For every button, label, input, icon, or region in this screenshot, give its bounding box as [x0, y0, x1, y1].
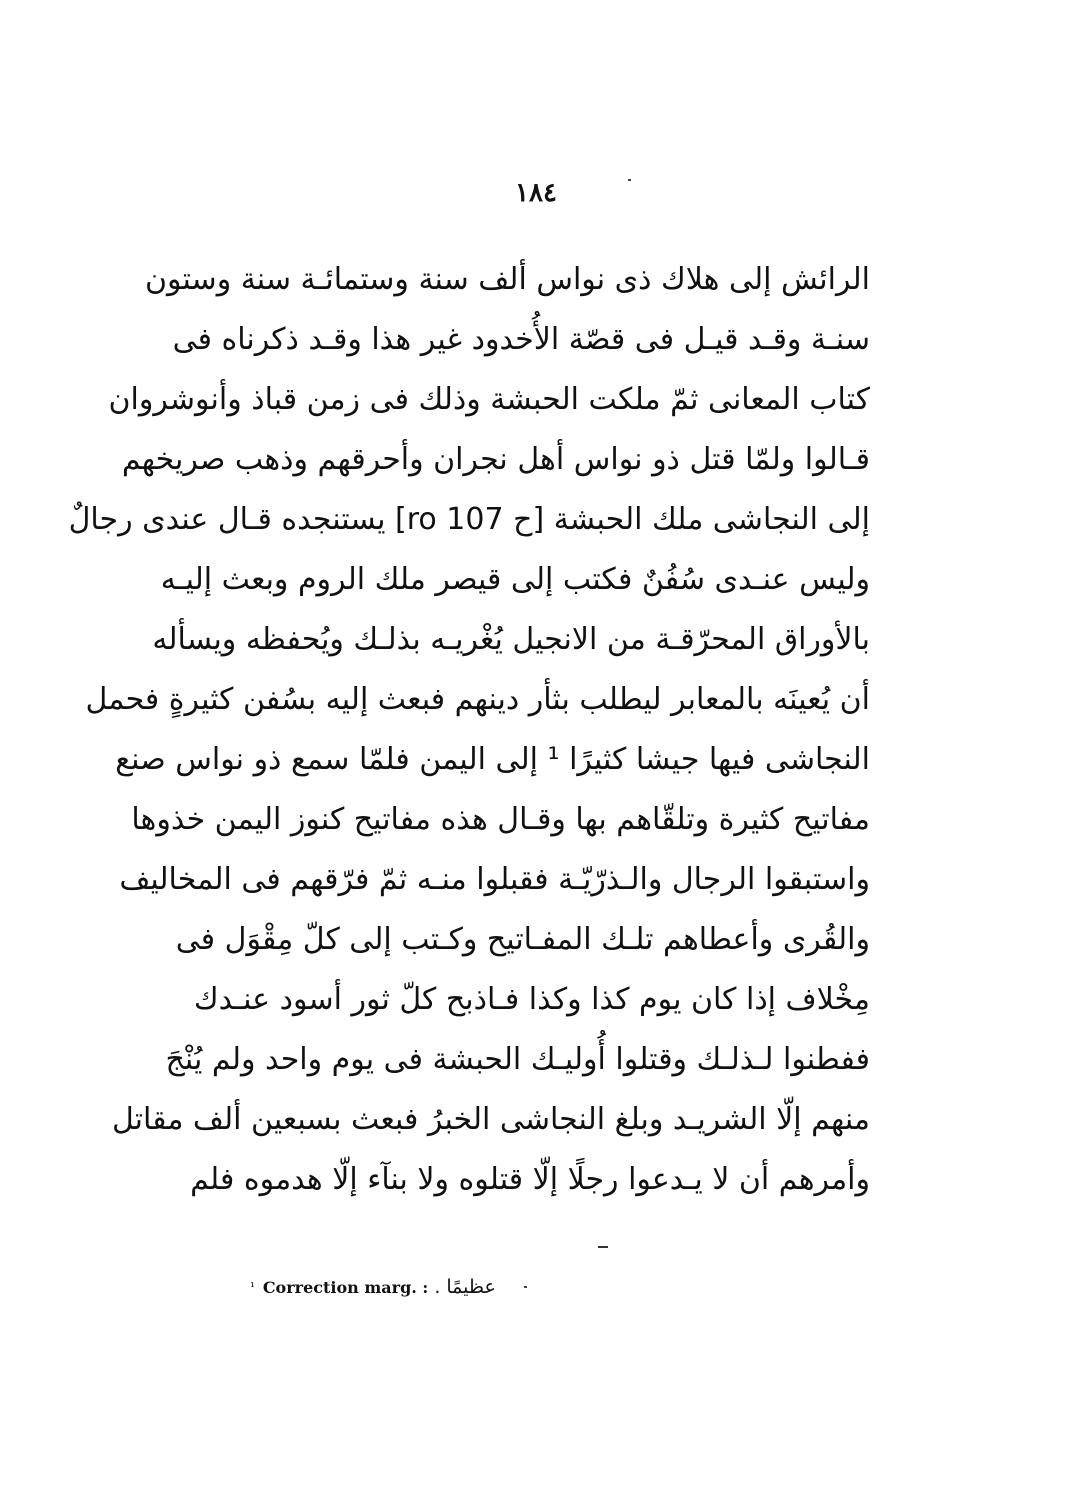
text-line: الرائش إلى هلاك ذى نواس ألف سنة وستمائـة سنة وستون [144, 262, 870, 297]
footnote-label: Correction marg. : [262, 1278, 429, 1297]
text-line: مِخْلاف إذا كان يوم كذا وكذا فـاذبح كلّ ثور أسود عنـدك [193, 982, 870, 1017]
text-line: سنـة وقـد قيـل فى قصّة الأُخدود غير هذا وقـد ذكرناه فى [172, 322, 870, 357]
text-line: والقُرى وأعطاهم تلـك المفـاتيح وكـتب إلى كلّ مِقْوَل فى [175, 922, 870, 957]
scan-speck [524, 1286, 527, 1288]
scan-speck [628, 179, 631, 181]
text-line: واستبقوا الرجال والـذرّيّـة فقبلوا منـه ثمّ فرّقهم فى المخاليف [119, 862, 870, 897]
text-line: كتاب المعانى ثمّ ملكت الحبشة وذلك فى زمن قباذ وأنوشروان [108, 382, 870, 417]
footnote-marker: ¹ [250, 1280, 255, 1294]
text-line: وليس عنـدى سُفُنٌ فكتب إلى قيصر ملك الروم وبعث إليـه [160, 562, 870, 597]
text-line: وأمرهم أن لا يـدعوا رجلًا إلّا قتلوه ولا بنآء إلّا هدموه فلم [190, 1162, 870, 1197]
text-line: ففطنوا لـذلـك وقتلوا أُوليـك الحبشة فى يوم واحد ولم يُنْجَ [165, 1042, 870, 1077]
page-number: ١٨٤ [515, 178, 557, 208]
text-line: أن يُعينَه بالمعابر ليطلب بثأر دينهم فبعث إليه بسُفن كثيرةٍ فحمل [85, 682, 870, 717]
text-line: بالأوراق المحرّقـة من الانجيل يُغْريـه بذلـك ويُحفظه ويسأله [152, 622, 870, 657]
footnote-arabic-text: عظيمًا . [434, 1276, 496, 1298]
body-text [68, 250, 870, 1210]
footnote [250, 1272, 570, 1302]
text-line: منهم إلّا الشريـد وبلغ النجاشى الخبرُ فبعث بسبعين ألف مقاتل [111, 1102, 870, 1137]
text-line: إلى النجاشى ملك الحبشة [ح 107 ro] يستنجده قـال عندى رجالٌ [68, 502, 870, 537]
text-line: النجاشى فيها جيشا كثيرًا ¹ إلى اليمن فلمّا سمع ذو نواس صنع [115, 742, 870, 777]
footnote-separator [598, 1246, 608, 1248]
text-line: قـالوا ولمّا قتل ذو نواس أهل نجران وأحرقهم وذهب صريخهم [121, 442, 870, 477]
text-line: مفاتيح كثيرة وتلقّاهم بها وقـال هذه مفاتيح كنوز اليمن خذوها [131, 802, 870, 837]
